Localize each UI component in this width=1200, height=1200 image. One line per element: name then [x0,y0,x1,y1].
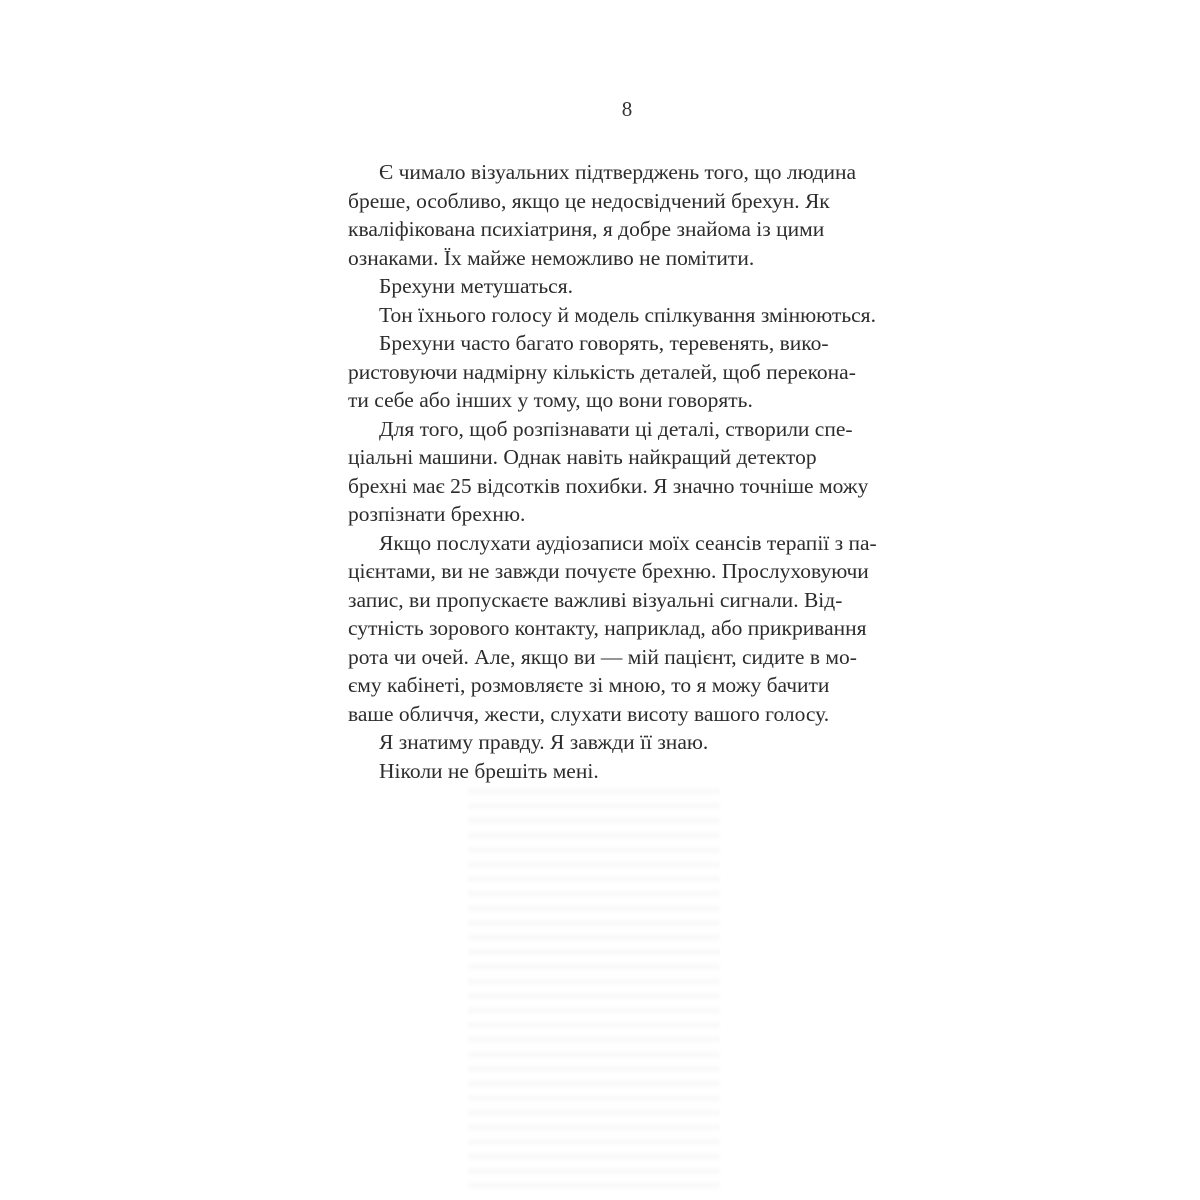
text-line: Є чимало візуальних підтверджень того, що людина [379,160,857,184]
text-line: кваліфікована психіатриня, я добре знайома із цими [348,217,825,241]
text-line: Брехуни метушаться. [379,274,573,298]
text-line: Брехуни часто багато говорять, теревенять, вико- [379,331,829,355]
paragraph [348,529,906,729]
text-line: Я знатиму правду. Я завжди її знаю. [379,730,709,754]
text-line: рота чи очей. Але, якщо ви — мій пацієнт, сидите в мо- [348,644,857,669]
text-line: сутність зорового контакту, наприклад, або прикривання [348,616,867,640]
paragraph [348,329,906,415]
paragraph [348,272,906,301]
paragraph [348,301,906,330]
text-line: бреше, особливо, якщо це недосвідчений брехун. Як [348,188,830,213]
text-line: запис, ви пропускаєте важливі візуальні сигнали. Від- [348,587,843,612]
paragraph [348,158,906,272]
text-line: ціальні машини. Однак навіть найкращий детектор [348,445,817,469]
text-line: брехні має 25 відсотків похибки. Я значно точніше можу [348,473,869,498]
paragraph [348,415,906,529]
text-line: Якщо послухати аудіозаписи моїх сеансів терапії з па- [379,530,877,555]
page-bleed-through [468,788,720,1196]
text-line: ристовуючи надмірну кількість деталей, щоб перекона- [348,359,856,384]
text-line: єму кабінеті, розмовляєте зі мною, то я можу бачити [348,673,830,697]
text-line: ваше обличчя, жести, слухати висоту вашого голосу. [348,701,830,726]
page-number: 8 [621,97,633,121]
text-line: Ніколи не брешіть мені. [379,758,599,783]
text-line: розпізнати брехню. [348,502,526,526]
text-line: Для того, щоб розпізнавати ці деталі, створили спе- [379,416,853,441]
text-line: цієнтами, ви не завжди почуєте брехню. Прослуховуючи [348,559,869,583]
text-line: Тон їхнього голосу й модель спілкування змінюються. [379,302,876,327]
text-line: ознаками. Їх майже неможливо не помітити. [348,245,755,270]
text-line: ти себе або інших у тому, що вони говорять. [348,388,753,412]
paragraph [348,728,906,757]
paragraph [348,757,906,786]
body-text [348,158,906,785]
